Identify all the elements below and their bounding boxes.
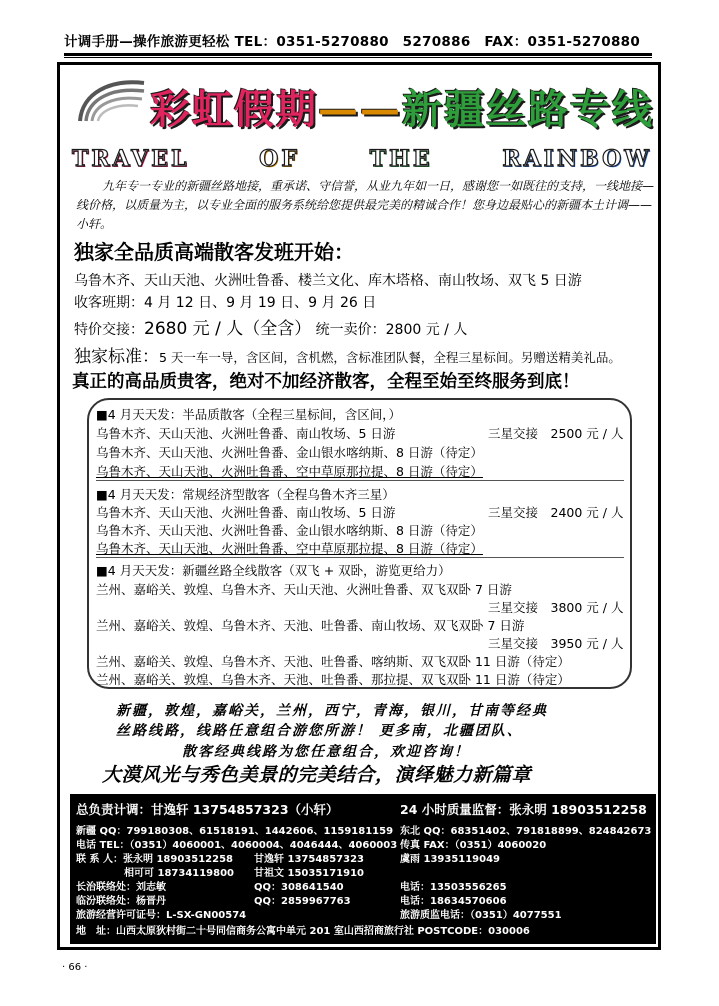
header-rule [64,53,652,58]
section-title: ■4 月天天发：新疆丝路全线散客（双飞 + 双卧，游览更给力） [96,563,451,578]
section-divider [96,480,624,481]
page-number: · 66 · [62,962,88,973]
route-price: 三星交接 2400 元 / 人 [488,505,624,520]
route-price: 三星交接 3800 元 / 人 [488,600,624,615]
route-row: 乌鲁木齐、天山天池、火洲吐鲁番、金山银水喀纳斯、8 日游（待定） [96,523,483,538]
route-row: 乌鲁木齐、天山天池、火洲吐鲁番、空中草原那拉提、8 日游（待定） [96,541,483,556]
section-divider [96,557,624,558]
price-label: 特价交接： [74,322,144,338]
promo-price [74,314,467,339]
slogan: 大漠风光与秀色美景的完美结合，演绎魅力新篇章 [102,764,532,786]
route-row: 乌鲁木齐、天山天池、火洲吐鲁番、空中草原那拉提、8 日游（待定） [96,464,483,479]
route-row: 乌鲁木齐、天山天池、火洲吐鲁番、南山牧场、5 日游 [96,505,396,520]
promo-statement: 真正的高品质贵客，绝对不加经济散客，全程至始至终服务到底！ [72,372,580,392]
contact-line: 甘逸轩 13754857323 [254,854,365,865]
contact-line: 旅游质监电话：（0351）4077551 [400,910,562,921]
route-price: 三星交接 3950 元 / 人 [488,636,624,651]
route-row: 兰州、嘉峪关、敦煌、乌鲁木齐、天池、吐鲁番、喀纳斯、双飞双卧 11 日游（待定） [96,654,570,669]
standard-label: 独家标准： [74,347,159,367]
promo-route: 乌鲁木齐、天山天池、火洲吐鲁番、楼兰文化、库木塔格、南山牧场、双飞 5 日游 [74,273,582,289]
contact-line: 临汾联络处：杨晋丹 [76,896,166,907]
contact-left-title: 总负责计调：甘逸轩 13754857323（小轩） [76,802,339,817]
contact-line: 传真 FAX：（0351）4060020 [400,840,547,851]
contact-line: 新疆 QQ：799180308、61518191、1442606、1159181159 [76,826,394,837]
contact-line: 长治联络处：刘志敏 [76,882,166,893]
title-part-2: 新疆丝路专线 [402,86,654,133]
calligraphy-line: 新疆，敦煌，嘉峪关，兰州，西宁，青海，银川，甘南等经典 [116,703,548,719]
subtitle-word: THE [369,146,433,172]
contact-line: 电话：18634570606 [400,896,507,907]
contact-line: 东北 QQ：68351402、791818899、824842673 [400,826,652,837]
contact-line: 相可可 18734119800 [124,868,235,879]
route-row: 兰州、嘉峪关、敦煌、乌鲁木齐、天池、吐鲁番、南山牧场、双飞双卧 7 日游 [96,618,525,633]
contact-right-title: 24 小时质量监督：张永明 18903512258 [400,802,647,817]
contact-line: 旅游经营许可证号：L-SX-GN00574 [76,910,247,921]
rainbow-subtitle [72,146,652,172]
section-title: ■4 月天天发：半品质散客（全程三星标间，含区间，） [96,407,401,422]
contact-line: QQ：2859967763 [254,896,351,907]
contact-line: 甘祖文 15035171910 [254,868,365,879]
calligraphy-line: 丝路线路，线路任意组合游您所游！ 更多南，北疆团队、 [116,723,523,739]
contact-line: 电话 TEL：（0351）4060001、4060004、4046444、4060003 [76,840,398,851]
route-row: 乌鲁木齐、天山天池、火洲吐鲁番、金山银水喀纳斯、8 日游（待定） [96,445,483,460]
contact-panel [70,794,656,944]
price-value: 2680 元 / 人（全含） [144,319,312,339]
title-part-1: 彩虹假期 [150,86,318,133]
standard-text: 5 天一车一导，含区间，含机燃，含标准团队餐，全程三星标间。另赠送精美礼品。 [159,350,621,365]
contact-line: 电话：13503556265 [400,882,507,893]
retail-price: 统一卖价：2800 元 / 人 [311,322,468,338]
contact-address: 地 址：山西太原狄村街二十号同信商务公寓中单元 201 室山西招商旅行社 POSTCODE：030006 [76,926,530,937]
route-row: 兰州、嘉峪关、敦煌、乌鲁木齐、天山天池、火洲吐鲁番、双飞双卧 7 日游 [96,582,512,597]
subtitle-word: RAINBOW [502,146,652,172]
subtitle-word: OF [259,146,300,172]
contact-line: 虞雨 13935119049 [400,854,501,865]
intro-paragraph: 九年专一专业的新疆丝路地接，重承诺、守信誉，从业九年如一日，感谢您一如既往的支持，一线地接—线价格，以质量为主，以专业全面的服务系统给您提供最完美的精诚合作！您身边最贴心的新疆本土计调——小轩。 [76,179,655,231]
main-title [150,78,654,135]
swirl-logo-icon [70,73,150,128]
route-price: 三星交接 2500 元 / 人 [488,426,624,441]
calligraphy-line: 散客经典线路为您任意组合，欢迎咨询！ [182,744,470,760]
contact-line: QQ：308641540 [254,882,344,893]
route-row: 兰州、嘉峪关、敦煌、乌鲁木齐、天池、吐鲁番、那拉提、双飞双卧 11 日游（待定） [96,672,570,687]
contact-line: 联 系 人：张永明 18903512258 [76,854,233,865]
promo-standard [74,342,621,367]
route-row: 乌鲁木齐、天山天池、火洲吐鲁番、南山牧场、5 日游 [96,426,396,441]
promo-dates: 收客班期：4 月 12 日、9 月 19 日、9 月 26 日 [74,295,377,311]
section-title: ■4 月天天发：常规经济型散客（全程乌鲁木齐三星） [96,487,395,502]
promo-headline: 独家全品质高端散客发班开始： [74,240,354,264]
subtitle-word: TRAVEL [72,146,190,172]
page-header: 计调手册—操作旅游更轻松 TEL：0351-5270880 5270886 FAX：0351-5270880 [64,34,641,50]
title-dash: —— [318,86,402,133]
